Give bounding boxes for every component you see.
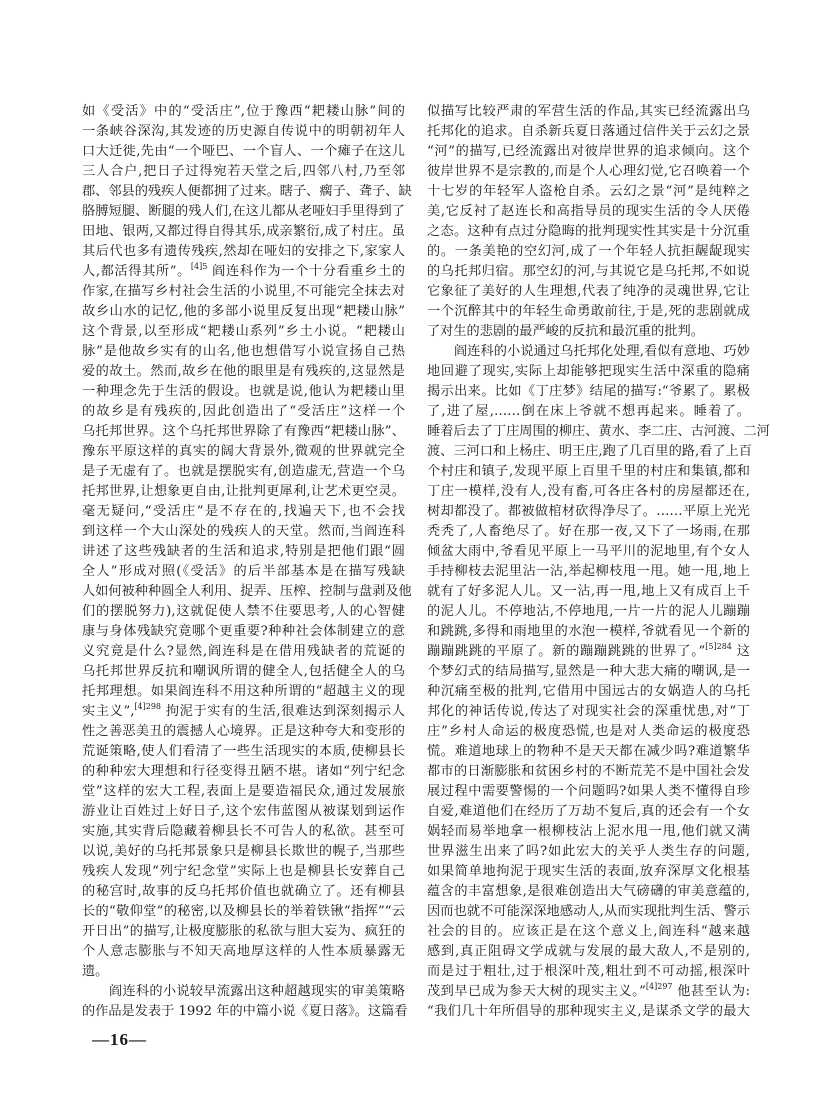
- text-line: [82, 462, 405, 482]
- text-line: [82, 262, 405, 282]
- text-line: [82, 402, 405, 422]
- line-text: 丁庄一模样,没有人,没有畜,可各庄各村的房屋都还在,: [427, 484, 750, 499]
- line-text: 性之善恶美丑的震撼人心境界。正是这种夸大和变形的: [82, 724, 405, 739]
- text-line: [82, 822, 405, 842]
- line-text: 自爱,难道他们在经历了万劫不复后,真的还会有一个女: [427, 804, 750, 819]
- text-line: [427, 502, 750, 522]
- line-text: 社会的目的。应该正是在这个意义上,阎连科“越来越: [427, 924, 750, 939]
- text-line: [427, 442, 750, 462]
- text-line: [427, 482, 750, 502]
- text-line: [82, 602, 405, 622]
- text-line: [427, 902, 750, 922]
- text-line: [427, 242, 750, 262]
- text-line: [427, 882, 750, 902]
- line-text: 毫无疑问,“受活庄”是不存在的,找遍天下,也不会找: [82, 504, 405, 519]
- line-text: 蕴含的丰富想象,是很难创造出大气磅礴的审美意蕴的,: [427, 884, 750, 899]
- text-line: [82, 982, 405, 1002]
- line-text: 个村庄和镇子,发现平原上百里千里的村庄和集镇,都和: [427, 464, 750, 479]
- line-text: 游业让百姓过上好日子,这个宏伟蓝图从被谋划到运作: [82, 804, 405, 819]
- page-number: —16—: [92, 1030, 147, 1049]
- line-text: 如果简单地拘泥于现实生活的表面,放弃深厚文化根基: [427, 864, 750, 879]
- text-line: [82, 522, 405, 542]
- line-text: 如《受活》中的“受活庄”,位于豫西“耙耧山脉”间的: [82, 104, 405, 119]
- text-line: [82, 722, 405, 742]
- text-line: [82, 942, 405, 962]
- line-text: 以说,美好的乌托邦景象只是柳县长欺世的幌子,当那些: [82, 844, 405, 859]
- text-line: [427, 202, 750, 222]
- text-line: [427, 762, 750, 782]
- line-text: 因而也就不可能深深地感动人,从而实现批判生活、警示: [427, 904, 750, 919]
- text-line: [427, 622, 750, 642]
- line-text: 其后代也多有遗传残疾,然却在哑妇的安排之下,家家人: [82, 244, 405, 259]
- line-text: 讲述了这些残缺者的生活和追求,特别是把他们跟“圆: [82, 544, 405, 559]
- text-line: [82, 122, 405, 142]
- line-text: 和跳跳,多得和雨地里的水泡一模样,爷就看见一个新的: [427, 624, 750, 639]
- line-text: 遗。: [82, 964, 109, 979]
- line-text: 开日出”的描写,让极度膨胀的私欲与胆大妄为、疯狂的: [82, 924, 405, 939]
- line-text: 义究竟是什么?显然,阎连科是在借用残缺者的荒诞的: [82, 644, 405, 659]
- line-text: 堂”这样的宏大工程,表面上是要造福民众,通过发展旅: [82, 784, 405, 799]
- line-text: 这: [731, 644, 750, 659]
- line-text: 是子无虚有了。也就是摆脱实有,创造虚无,营造一个乌: [82, 464, 405, 479]
- line-text: 这个背景,以至形成“耙耧山系列”乡土小说。“耙耧山: [82, 324, 405, 339]
- text-line: [82, 782, 405, 802]
- text-line: [427, 402, 750, 422]
- text-line: [427, 782, 750, 802]
- text-line: [82, 762, 405, 782]
- line-text: 个梦幻式的结局描写,显然是一种大悲大痛的嘲讽,是一: [427, 664, 750, 679]
- text-line: [82, 642, 405, 662]
- line-text: 地回避了现实,实际上却能够把现实生活中深重的隐痛: [427, 364, 750, 379]
- line-text: 渡、三河口和上杨庄、明王庄,跑了几百里的路,看了上百: [427, 444, 752, 459]
- text-line: [427, 722, 750, 742]
- text-line: [427, 862, 750, 882]
- text-line: [427, 262, 750, 282]
- text-line: [427, 922, 750, 942]
- line-text: 的作品是发表于 1992 年的中篇小说《夏日落》。这篇看: [82, 1004, 408, 1019]
- text-line: [82, 962, 405, 982]
- line-text: 彼岸世界不是宗教的,而是个人心理幻觉,它召唤着一个: [427, 164, 750, 179]
- line-text: 作家,在描写乡村社会生活的小说里,不可能完全抹去对: [82, 284, 405, 299]
- citation-ref: [4]297: [645, 982, 673, 991]
- citation-ref: [4]5: [190, 262, 208, 271]
- line-text: 全人”形成对照(《受活》的后半部基本是在描写残缺: [82, 564, 405, 579]
- line-text: 脉”是他故乡实有的山名,他也想借写小说宣扬自己热: [82, 344, 405, 359]
- text-line: [82, 202, 405, 222]
- line-text: 荒诞策略,使人们看清了一些生活现实的本质,使柳县长: [82, 744, 405, 759]
- text-line: [82, 282, 405, 302]
- text-line: [427, 962, 750, 982]
- text-line: [82, 382, 405, 402]
- right-column: [427, 102, 770, 1022]
- line-text: 之态。这种有点过分隐晦的批判现实性其实是十分沉重: [427, 224, 750, 239]
- line-text: 了,进了屋,……倒在床上爷就不想再起来。睡着了。: [427, 404, 750, 419]
- line-text: 残疾人发现“列宁纪念堂”实际上也是柳县长安葬自己: [82, 864, 405, 879]
- line-text: 娲轻而易举地拿一根柳枝沾上泥水甩一甩,他们就又满: [427, 824, 750, 839]
- line-text: 感到,真正阻碍文学成就与发展的最大敌人,不是别的,: [427, 944, 750, 959]
- line-text: 个人意志膨胀与不知天高地厚这样的人性本质暴露无: [82, 944, 405, 959]
- text-line: [82, 922, 405, 942]
- line-text: 的乌托邦归宿。那空幻的河,与其说它是乌托邦,不如说: [427, 264, 750, 279]
- text-line: [82, 902, 405, 922]
- text-line: [82, 482, 405, 502]
- line-text: 树却都没了。都被做棺材砍得净尽了。……平原上光光: [427, 504, 750, 519]
- text-line: [82, 142, 405, 162]
- line-text: 人如何被种种圆全人利用、捉弄、压榨、控制与盘剥及他: [82, 584, 412, 599]
- text-line: [427, 1002, 750, 1022]
- line-text: 邦化的神话传说,传达了对现实社会的深重忧患,对“丁: [427, 704, 750, 719]
- line-text: 托邦理想。如果阎连科不用这种所谓的“超越主义的现: [82, 684, 405, 699]
- text-line: [82, 542, 405, 562]
- text-line: [427, 662, 750, 682]
- line-text: 一个沉醉其中的年轻生命勇敢前往,于是,死的悲剧就成: [427, 304, 750, 319]
- line-text: 十七岁的年轻军人盗枪自杀。云幻之景“河”是纯粹之: [427, 184, 750, 199]
- text-line: [427, 322, 750, 342]
- text-line: [427, 522, 750, 542]
- text-line: [427, 982, 750, 1002]
- text-line: [82, 862, 405, 882]
- line-text: 世界滋生出来了吗?如此宏大的关乎人类生存的问题,: [427, 844, 750, 859]
- text-line: [82, 562, 405, 582]
- text-line: [427, 642, 750, 662]
- line-text: 的种种宏大理想和行径变得丑陋不堪。诸如“列宁纪念: [82, 764, 405, 779]
- line-text: “我们几十年所倡导的那种现实主义,是谋杀文学的最大: [427, 1004, 750, 1019]
- line-text: 庄”乡村人命运的极度恐慌,也是对人类命运的极度恐: [427, 724, 750, 739]
- line-text: 托邦世界,让想象更自由,让批判更犀利,让艺术更空灵。: [82, 484, 405, 499]
- line-text: 一条峡谷深沟,其发迹的历史源自传说中的明朝初年人: [82, 124, 405, 139]
- line-text: 实施,其实背后隐藏着柳县长不可告人的私欲。甚至可: [82, 824, 405, 839]
- line-text: 睡着后去了丁庄周围的柳庄、黄水、李二庄、古河渡、二河: [427, 424, 770, 439]
- line-text: 美,它反衬了赵连长和高指导员的现实生活的令人厌倦: [427, 204, 750, 219]
- line-text: 了对生的悲剧的最严峻的反抗和最沉重的批判。: [427, 324, 704, 339]
- text-line: [427, 382, 750, 402]
- text-line: [82, 582, 412, 602]
- text-line: [427, 682, 750, 702]
- left-column: [82, 102, 412, 1022]
- line-text: 种沉痛至极的批判,它借用中国远古的女娲造人的乌托: [427, 684, 750, 699]
- text-line: [427, 122, 750, 142]
- line-text: 口大迁徙,先由“一个哑巴、一个盲人、一个瘫子在这儿: [82, 144, 405, 159]
- line-text: 故乡山水的记忆,他的多部小说里反复出现“耙耧山脉”: [82, 304, 405, 319]
- text-line: [427, 362, 750, 382]
- text-line: [82, 842, 405, 862]
- line-text: 的。一条美艳的空幻河,成了一个年轻人抗拒龌龊现实: [427, 244, 750, 259]
- line-text: 托邦化的追求。自杀新兵夏日落通过信件关于云幻之景: [427, 124, 750, 139]
- text-line: [82, 442, 405, 462]
- line-text: 胳膊短腿、断腿的残人们,在这儿都从老哑妇手里得到了: [82, 204, 405, 219]
- text-line: [82, 702, 405, 722]
- text-line: [82, 802, 405, 822]
- line-text: 似描写比较严肃的军营生活的作品,其实已经流露出乌: [427, 104, 750, 119]
- line-text: 阎连科的小说通过乌托邦化处理,看似有意地、巧妙: [454, 344, 750, 359]
- line-text: 茂到早已成为参天大树的现实主义。”: [427, 984, 646, 999]
- line-text: 慌。难道地球上的物种不是天天都在减少吗?难道繁华: [427, 744, 750, 759]
- text-line: [427, 542, 750, 562]
- text-line: [82, 662, 405, 682]
- text-line: [427, 302, 750, 322]
- line-text: 乌托邦世界反抗和嘲讽所谓的健全人,包括健全人的乌: [82, 664, 405, 679]
- line-text: 实主义”,: [82, 704, 135, 719]
- line-text: 它象征了美好的人生理想,代表了纯净的灵魂世界,它让: [427, 284, 750, 299]
- text-line: [82, 502, 405, 522]
- line-text: 倾盆大雨中,爷看见平原上一马平川的泥地里,有个女人: [427, 544, 750, 559]
- line-text: 三人合户,把日子过得宛若天堂之后,四邻八村,乃至邻: [82, 164, 405, 179]
- text-line: [427, 842, 750, 862]
- line-text: 田地、银两,又都过得自得其乐,成亲繁衍,成了村庄。虽: [82, 224, 405, 239]
- line-text: 豫东平原这样的真实的阔大背景外,微观的世界就完全: [82, 444, 405, 459]
- text-line: [427, 562, 750, 582]
- line-text: 乌托邦世界。这个乌托邦世界除了有豫西“耙耧山脉”、: [82, 424, 405, 439]
- text-line: [427, 422, 770, 442]
- line-text: 都市的日渐膨胀和贫困乡村的不断荒芜不是中国社会发: [427, 764, 750, 779]
- text-line: [427, 222, 750, 242]
- text-line: [427, 942, 750, 962]
- line-text: 揭示出来。比如《丁庄梦》结尾的描写:“爷累了。累极: [427, 384, 750, 399]
- text-line: [82, 882, 405, 902]
- line-text: 爱的故土。然而,故乡在他的眼里是有残疾的,这显然是: [82, 364, 405, 379]
- text-line: [427, 102, 750, 122]
- line-text: 蹦蹦跳跳的平原了。新的蹦蹦跳跳的世界了。”: [427, 644, 706, 659]
- line-text: 手持柳枝去泥里沾一沾,举起柳枝甩一甩。她一甩,地上: [427, 564, 750, 579]
- text-line: [427, 142, 750, 162]
- text-line: [427, 702, 750, 722]
- text-line: [427, 602, 750, 622]
- text-line: [82, 362, 405, 382]
- text-line: [82, 342, 405, 362]
- line-text: 的泥人儿。不停地沾,不停地甩,一片一片的泥人儿蹦蹦: [427, 604, 750, 619]
- line-text: 的故乡是有残疾的,因此创造出了“受活庄”这样一个: [82, 404, 405, 419]
- line-text: “河”的描写,已经流露出对彼岸世界的追求倾向。这个: [427, 144, 750, 159]
- line-text: 人,都活得其所”。: [82, 264, 191, 279]
- text-line: [427, 342, 750, 362]
- citation-ref: [5]284: [705, 642, 732, 651]
- text-line: [82, 242, 405, 262]
- text-line: [427, 802, 750, 822]
- line-text: 而是过于粗壮,过于根深叶茂,粗壮到不可动摇,根深叶: [427, 964, 750, 979]
- line-text: 阎连科作为一个十分看重乡土的: [207, 264, 405, 279]
- text-line: [427, 162, 750, 182]
- line-text: 阎连科的小说较早流露出这种超越现实的审美策略: [109, 984, 405, 999]
- line-text: 康与身体残缺究竟哪个更重要?种种社会体制建立的意: [82, 624, 405, 639]
- text-line: [82, 682, 405, 702]
- text-line: [82, 742, 405, 762]
- line-text: 展过程中需要警惕的一个问题吗?如果人类不懂得自珍: [427, 784, 750, 799]
- line-text: 的秘宫时,故事的反乌托邦价值也就确立了。还有柳县: [82, 884, 405, 899]
- line-text: 长的“敬仰堂”的秘密,以及柳县长的举着铁锹“指挥”“云: [82, 904, 405, 919]
- text-line: [82, 162, 405, 182]
- citation-ref: [4]298: [134, 702, 162, 711]
- text-line: [427, 182, 750, 202]
- text-line: [427, 282, 750, 302]
- line-text: 就有了好多泥人儿。又一沾,再一甩,地上又有成百上千: [427, 584, 750, 599]
- text-line: [82, 182, 412, 202]
- text-line: [427, 462, 750, 482]
- line-text: 们的摆脱努力),这就促使人禁不住要思考,人的心智健: [82, 604, 405, 619]
- text-line: [82, 302, 405, 322]
- text-line: [82, 1002, 408, 1022]
- line-text: 到这样一个大山深处的残疾人的天堂。然而,当阎连科: [82, 524, 405, 539]
- line-text: 他甚至认为:: [672, 984, 750, 999]
- text-line: [82, 322, 405, 342]
- line-text: 秃秃了,人畜绝尽了。好在那一夜,又下了一场雨,在那: [427, 524, 750, 539]
- line-text: 拘泥于实有的生活,很难达到深刻揭示人: [161, 704, 405, 719]
- text-line: [82, 222, 405, 242]
- line-text: 一种理念先于生活的假设。也就是说,他认为耙耧山里: [82, 384, 405, 399]
- text-line: [427, 582, 750, 602]
- text-line: [427, 742, 750, 762]
- line-text: 郡、邻县的残疾人便都拥了过来。瞎子、瘸子、聋子、缺: [82, 184, 412, 199]
- text-line: [82, 622, 405, 642]
- text-line: [82, 422, 405, 442]
- text-line: [427, 822, 750, 842]
- text-line: [82, 102, 405, 122]
